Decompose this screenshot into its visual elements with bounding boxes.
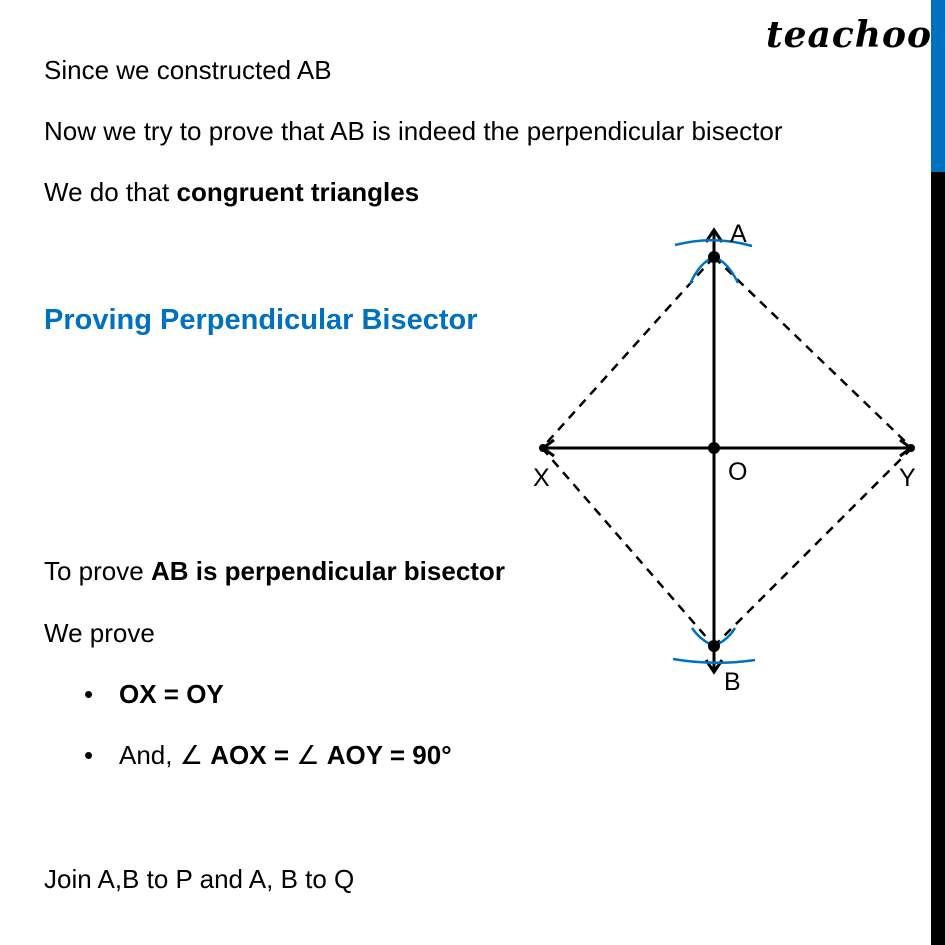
text-line-3-bold: congruent triangles	[176, 177, 420, 207]
point-a	[708, 251, 720, 263]
label-a: A	[730, 220, 747, 248]
point-o	[708, 442, 720, 454]
bullet-2-bold-2: AOY = 90°	[326, 740, 452, 770]
dashed-sides	[542, 257, 912, 646]
text-line-1: Since we constructed AB	[44, 55, 332, 85]
label-x: X	[533, 464, 550, 492]
section-heading: Proving Perpendicular Bisector	[44, 304, 478, 336]
label-b: B	[724, 668, 741, 696]
teachoo-logo: teachoo	[766, 14, 932, 56]
bullet-2-pre: And, ∠	[119, 740, 211, 770]
label-o: O	[728, 458, 748, 486]
bullet-2-bold-1: AOX =	[210, 740, 297, 770]
text-line-4-pre: To prove	[44, 556, 151, 586]
bullet-2-marker: •	[84, 740, 94, 770]
label-y: Y	[899, 464, 916, 492]
points	[539, 251, 915, 652]
text-line-2: Now we try to prove that AB is indeed the perpendicular bisector	[44, 116, 783, 146]
text-line-6: Join A,B to P and A, B to Q	[44, 864, 355, 894]
text-line-3-pre: We do that	[44, 177, 177, 207]
text-line-5: We prove	[44, 618, 155, 648]
line-xy	[542, 440, 912, 456]
bullet-2-mid: ∠	[296, 740, 327, 770]
bullet-1-marker: •	[84, 679, 94, 709]
point-x	[539, 444, 547, 452]
point-b	[708, 640, 720, 652]
bullet-1-bold: OX = OY	[119, 679, 224, 709]
point-y	[907, 444, 915, 452]
text-line-4-bold: AB is perpendicular bisector	[150, 556, 505, 586]
